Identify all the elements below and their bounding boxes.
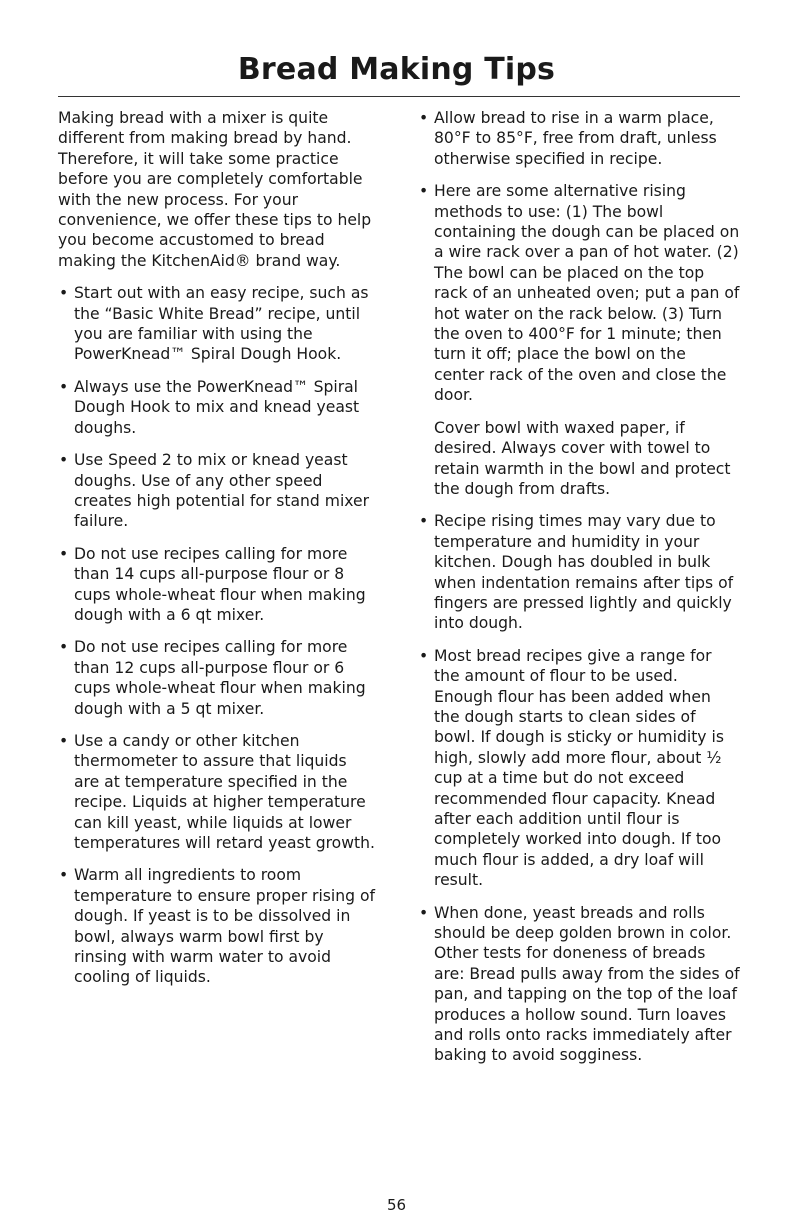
- bullet-icon: •: [59, 377, 69, 396]
- page-title: Bread Making Tips: [237, 52, 556, 87]
- title-rule: [58, 96, 740, 97]
- tip-text: Warm all ingredients to room temperature to ensure proper rising of dough. If yeast is to be dissolved in bowl, always warm bowl first by rinsing with warm water to avoid cooling of liquids.: [74, 866, 376, 987]
- tip-text: Allow bread to rise in a warm place, 80°F to 85°F, free from draft, unless otherwise specified in recipe.: [434, 109, 717, 168]
- bullet-icon: •: [419, 182, 429, 201]
- tip-text: Do not use recipes calling for more than 14 cups all-purpose flour or 8 cups whole-wheat flour when making dough with a 6 qt mixer.: [74, 544, 366, 624]
- tip-item: [418, 108, 740, 169]
- bullet-icon: •: [419, 512, 429, 531]
- tip-item: [58, 377, 376, 438]
- right-column: [418, 108, 740, 1078]
- tip-text: Use a candy or other kitchen thermometer to assure that liquids are at temperature specified in the recipe. Liquids at higher temperature can kill yeast, while liquids at lower temperatures will retard yeast growth.: [74, 731, 375, 852]
- bullet-icon: •: [59, 284, 69, 303]
- bullet-icon: •: [59, 451, 69, 470]
- intro-paragraph: Making bread with a mixer is quite different from making bread by hand. Therefore, it will take some practice before you are completely comfortable with the new process. For your convenience, we offer these tips to help you become accustomed to bread making the KitchenAid® brand way.: [58, 109, 372, 270]
- bullet-icon: •: [59, 731, 69, 750]
- tip-item: [58, 544, 376, 626]
- bullet-icon: •: [59, 638, 69, 657]
- tip-item: [418, 646, 740, 891]
- tip-item: [58, 865, 376, 987]
- bullet-icon: •: [419, 903, 429, 922]
- left-column: [58, 108, 376, 1000]
- page-number: 56: [386, 1196, 407, 1214]
- tip-text: Use Speed 2 to mix or knead yeast doughs. Use of any other speed creates high potential for stand mixer failure.: [74, 451, 370, 531]
- tip-item: [418, 181, 740, 405]
- bullet-icon: •: [419, 109, 429, 127]
- tip-text: Always use the PowerKnead™ Spiral Dough Hook to mix and knead yeast doughs.: [74, 377, 360, 437]
- tip-item: [58, 637, 376, 719]
- tip-text: Do not use recipes calling for more than 12 cups all-purpose flour or 6 cups whole-wheat flour when making dough with a 5 qt mixer.: [74, 638, 366, 718]
- bullet-icon: •: [419, 646, 429, 665]
- bullet-icon: •: [59, 866, 69, 885]
- tip-text: Most bread recipes give a range for the amount of flour to be used. Enough flour has been added when the dough starts to clean sides of bowl. If dough is sticky or humidity is high, slowly add more flour, about ½ cup at a time but do not exceed recommended flour capacity. Knead after each addition until flour is completely worked into dough. If too much flour is added, a dry loaf will result.: [434, 646, 724, 890]
- tip-text: Start out with an easy recipe, such as the “Basic White Bread” recipe, until you are familiar with using the PowerKnead™ Spiral Dough Hook.: [74, 284, 369, 364]
- tip-item: [418, 903, 740, 1066]
- tip-item: [418, 511, 740, 633]
- tip-continuation: Cover bowl with waxed paper, if desired. Always cover with towel to retain warmth in the bowl and protect the dough from drafts.: [434, 418, 731, 498]
- tip-text: Here are some alternative rising methods to use: (1) The bowl containing the dough can be placed on a wire rack over a pan of hot water. (2) The bowl can be placed on the top rack of an unheated oven; put a pan of hot water on the rack below. (3) Turn the oven to 400°F for 1 minute; then turn it off; place the bowl on the center rack of the oven and close the door.: [434, 182, 740, 405]
- tip-item: [58, 731, 376, 853]
- tip-text: Recipe rising times may vary due to temperature and humidity in your kitchen. Dough has doubled in bulk when indentation remains after tips of fingers are pressed lightly and quickly into dough.: [434, 512, 734, 633]
- tip-item: [58, 283, 376, 365]
- bullet-icon: •: [59, 544, 69, 563]
- tip-text: When done, yeast breads and rolls should be deep golden brown in color. Other tests for doneness of breads are: Bread pulls away from the sides of pan, and tapping on the top of the loaf produces a hollow sound. Turn loaves and rolls onto racks immediately after baking to avoid sogginess.: [434, 903, 740, 1065]
- tip-item: [58, 450, 376, 532]
